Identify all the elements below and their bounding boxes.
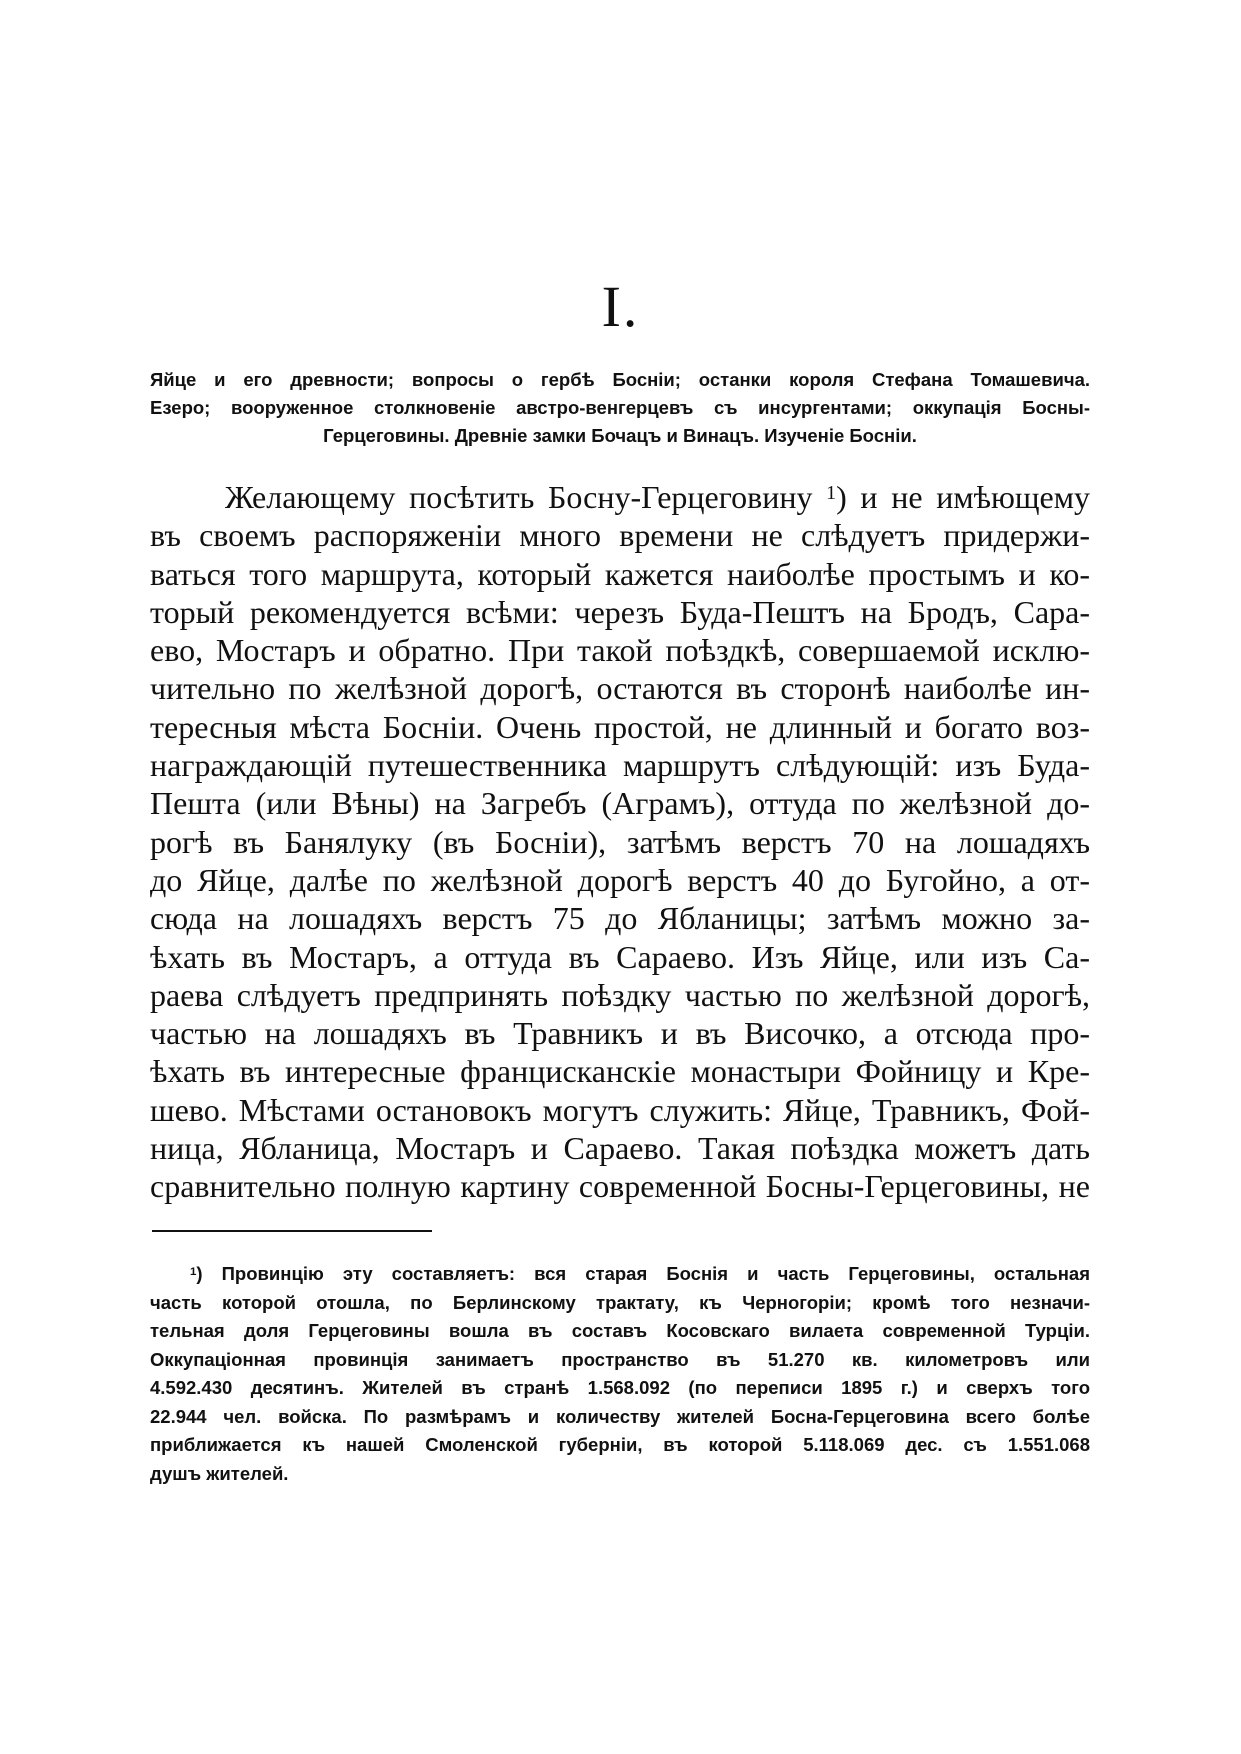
footnote-line: приближается къ нашей Смоленской губерніи, въ которой 5.118.069 дес. съ 1.551.068 [150,1434,1090,1455]
body-line: шево. Мѣстами остановокъ могутъ служить: Яйце, Травникъ, Фой- [150,1091,1090,1128]
body-text-segment: ) и не имѣющему [836,479,1091,515]
summary-line: Яйце и его древности; вопросы о гербѣ Босніи; останки короля Стефана Томашевича. [150,369,1090,390]
body-line: до Яйце, далѣе по желѣзной дорогѣ верстъ 40 до Бугойно, а от- [150,861,1090,898]
footnote-reference: 1 [826,482,837,505]
footnote-marker: 1 [190,1265,197,1278]
body-line: Пешта (или Вѣны) на Загребъ (Аграмъ), оттуда по желѣзной до- [150,785,1090,822]
body-line: въ своемъ распоряженіи много времени не слѣдуетъ придержи- [150,517,1090,554]
chapter-summary [150,366,1090,450]
body-line: ѣхать въ интересные францисканскіе монастыри Фойницу и Кре- [150,1053,1090,1090]
footnote-line: тельная доля Герцеговины вошла въ составъ Косовскаго вилаета современной Турціи. [150,1320,1090,1341]
footnote [150,1260,1090,1488]
body-line: раева слѣдуетъ предпринять поѣздку частью по желѣзной дорогѣ, [150,976,1090,1013]
footnote-divider [152,1230,432,1232]
body-line: ево, Мостаръ и обратно. При такой поѣздкѣ, совершаемой исклю- [150,632,1090,669]
footnote-line: душъ жителей. [150,1462,289,1484]
footnote-line: часть которой отошла, по Берлинскому трактату, къ Черногоріи; кромѣ того незначи- [150,1291,1090,1313]
footnote-line: Оккупаціонная провинція занимаетъ пространство въ 51.270 кв. километровъ или [150,1348,1090,1370]
body-line: ѣхать въ Мостаръ, а оттуда въ Сараево. Изъ Яйце, или изъ Са- [150,938,1090,975]
body-line: торый рекомендуется всѣми: черезъ Буда-Пештъ на Бродъ, Сара- [150,593,1090,630]
body-text-segment: Желающему посѣтить Босну-Герцеговину [225,479,827,515]
summary-line: Герцеговины. Древніе замки Бочацъ и Винацъ. Изученіе Босніи. [323,425,917,446]
body-line: тересныя мѣста Босніи. Очень простой, не длинный и богато воз- [150,708,1090,745]
body-line: чительно по желѣзной дорогѣ, остаются въ сторонѣ наиболѣе ин- [150,670,1090,707]
footnote-line: 4.592.430 десятинъ. Жителей въ странѣ 1.568.092 (по переписи 1895 г.) и сверхъ того [150,1377,1090,1398]
body-line-first [150,478,1090,516]
body-line: ница, Ябланица, Мостаръ и Сараево. Такая поѣздка можетъ дать [150,1130,1090,1167]
body-line: ваться того маршрута, который кажется наиболѣе простымъ и ко- [150,555,1090,592]
chapter-numeral: I. [601,274,640,339]
body-line: награждающій путешественника маршрутъ слѣдующій: изъ Буда- [150,747,1090,784]
body-paragraph [150,478,1090,1206]
footnote-line: 22.944 чел. войска. По размѣрамъ и количеству жителей Босна-Герцеговина всего болѣе [150,1405,1090,1427]
body-line: сюда на лошадяхъ верстъ 75 до Ябланицы; затѣмъ можно за- [150,900,1090,937]
footnote-text-segment: ) Провинцію эту составляетъ: вся старая Боснія и часть Герцеговины, остальная [196,1263,1090,1284]
body-line: частью на лошадяхъ въ Травникъ и въ Височко, а отсюда про- [150,1015,1090,1052]
summary-line: Езеро; вооруженное столкновеніе австро-венгерцевъ съ инсургентами; оккупація Босны- [150,397,1090,418]
footnote-line-first [150,1260,1090,1289]
body-line: сравнительно полную картину современной Босны-Герцеговины, не [150,1168,1090,1205]
body-line: рогѣ въ Банялуку (въ Босніи), затѣмъ верстъ 70 на лошадяхъ [150,823,1090,860]
